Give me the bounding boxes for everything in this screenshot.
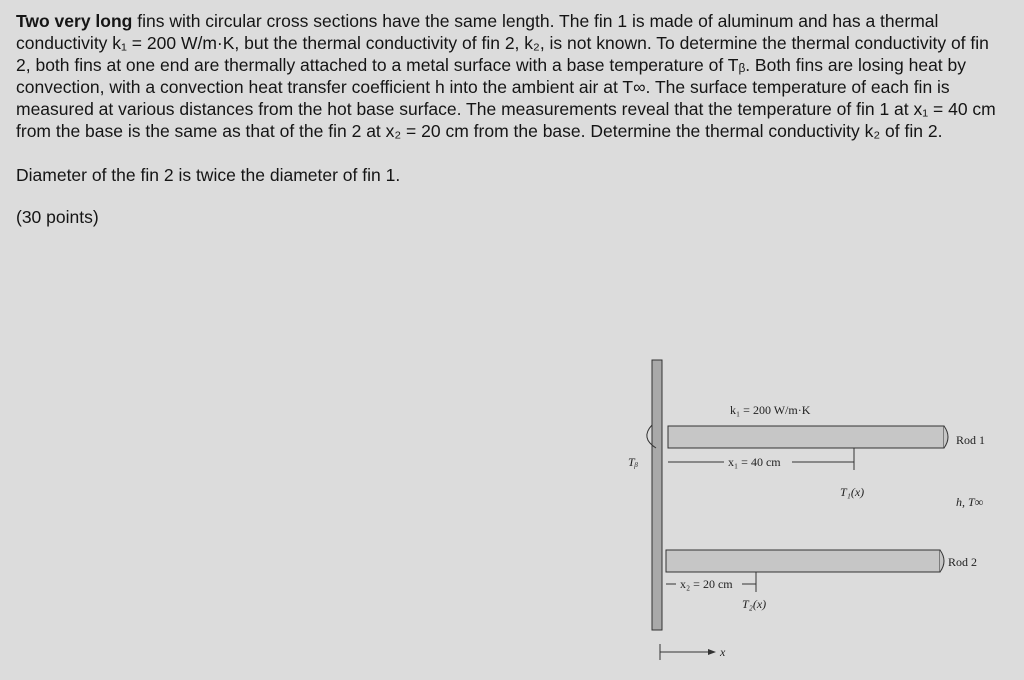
problem-paragraph-1-text: fins with circular cross sections have the same length. The fin 1 is made of aluminum and has a thermal conductivity k₁ = 200 W/m·K, but the thermal conductivity of fin 2, k₂, is not known. To determine the thermal conductivity of fin 2, both fins at one end are thermally attached to a metal surface with a base temperature of Tᵦ. Both fins are losing heat by convection, with a convection heat transfer coefficient h into the ambient air at T∞. The surface temperature of each fin is measured at various distances from the hot base surface. The measurements reveal that the temperature of fin 1 at x₁ = 40 cm from the base is the same as that of the fin 2 at x₂ = 20 cm from the base. Determine the thermal conductivity k₂ of fin 2.: [16, 11, 996, 141]
x2-label: x₂ = 20 cm: [680, 577, 733, 591]
t2-label: T₂(x): [742, 597, 767, 611]
base-wall: [652, 360, 662, 630]
fin-diagram: [600, 350, 1024, 680]
problem-paragraph-1: [16, 10, 1001, 142]
rod-2: [666, 550, 940, 572]
x-axis-label: x: [720, 645, 726, 659]
t1-label: T₁(x): [840, 485, 865, 499]
rod-1-end: [944, 426, 948, 448]
k1-label: k₁ = 200 W/m·K: [730, 403, 811, 417]
tb-label: Tᵦ: [628, 455, 639, 469]
x1-label: x₁ = 40 cm: [728, 455, 781, 469]
problem-paragraph-2: Diameter of the fin 2 is twice the diameter of fin 1.: [16, 165, 401, 185]
rod-2-end: [940, 550, 944, 572]
rod-1-label: Rod 1: [956, 433, 986, 447]
points-label: (30 points): [16, 207, 99, 227]
problem-lead-bold: Two very long: [16, 11, 133, 31]
problem-statement: [16, 10, 1001, 250]
h-tinf-label: h, T∞: [956, 495, 984, 509]
x-axis-arrowhead: [708, 649, 716, 655]
rod-2-label: Rod 2: [948, 555, 978, 569]
rod-1: [668, 426, 944, 448]
